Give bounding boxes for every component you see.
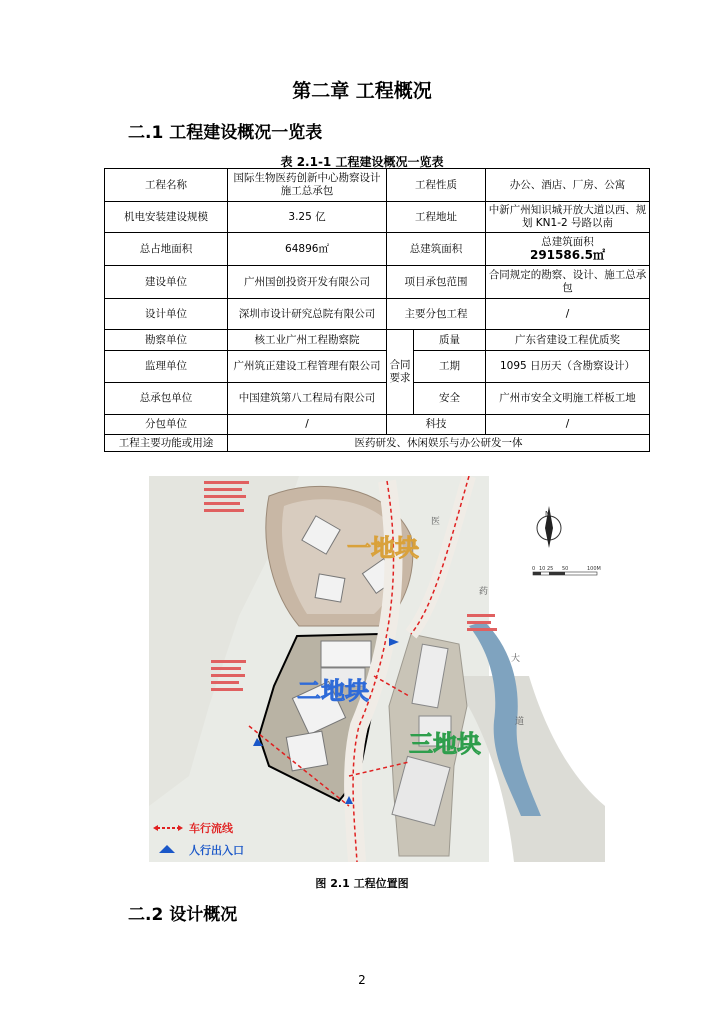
table-cell-value: / xyxy=(228,415,387,435)
table-cell-value: / xyxy=(486,415,650,435)
legend-pedestrian-entrance: 人行出入口 xyxy=(189,844,244,857)
table-cell-label: 工程地址 xyxy=(387,202,486,233)
table-cell-value: 中国建筑第八工程局有限公司 xyxy=(228,383,387,415)
table-row xyxy=(105,299,650,330)
total-floor-area-value: 291586.5㎡ xyxy=(529,248,605,262)
road-label-char: 大 xyxy=(511,654,521,664)
table-cell-value: / xyxy=(486,299,650,330)
table-row xyxy=(105,266,650,299)
table-cell-value: 深圳市设计研究总院有限公司 xyxy=(228,299,387,330)
table-cell-value: 64896㎡ xyxy=(228,233,387,266)
table-cell-label: 工期 xyxy=(414,351,486,383)
table-cell-label: 质量 xyxy=(414,330,486,351)
table-row xyxy=(105,415,650,435)
scale-label: 10 xyxy=(539,566,546,572)
chapter-title: 第二章 工程概况 xyxy=(292,80,432,102)
table-cell-label: 总建筑面积 xyxy=(387,233,486,266)
table-row xyxy=(105,330,650,351)
project-location-map xyxy=(149,476,605,862)
table-cell-label: 项目承包范围 xyxy=(387,266,486,299)
figure-caption: 图 2.1 工程位置图 xyxy=(315,877,409,890)
legend-vehicle-route: 车行流线 xyxy=(189,822,233,835)
table-cell-label: 机电安装建设规模 xyxy=(105,202,228,233)
road-label-char: 药 xyxy=(479,587,489,597)
table-cell-label: 主要分包工程 xyxy=(387,299,486,330)
total-floor-area-label: 总建筑面积 xyxy=(541,236,594,248)
table-cell-label: 总占地面积 xyxy=(105,233,228,266)
table-cell-label: 工程主要功能或用途 xyxy=(105,435,228,452)
project-overview-table xyxy=(104,168,650,452)
table-caption: 表 2.1-1 工程建设概况一览表 xyxy=(280,155,444,169)
table-cell-value xyxy=(486,233,650,266)
block-1-label: 一地块 xyxy=(347,534,419,562)
block-3-label: 三地块 xyxy=(409,730,481,758)
scale-label: 0 xyxy=(532,566,536,572)
table-cell-value: 医药研发、休闲娱乐与办公研发一体 xyxy=(228,435,650,452)
road-label-char: 道 xyxy=(515,717,525,727)
scale-label: 50 xyxy=(562,566,569,572)
table-cell-label: 工程性质 xyxy=(387,169,486,202)
table-cell-value: 办公、酒店、厂房、公寓 xyxy=(486,169,650,202)
table-cell-label: 安全 xyxy=(414,383,486,415)
table-cell-value: 广州市安全文明施工样板工地 xyxy=(486,383,650,415)
table-cell-value: 中新广州知识城开放大道以西、规划 KN1-2 号路以南 xyxy=(486,202,650,233)
scale-label: 100M xyxy=(587,566,601,572)
table-cell-value: 国际生物医药创新中心勘察设计施工总承包 xyxy=(228,169,387,202)
table-row xyxy=(105,383,650,415)
scale-bar xyxy=(533,572,597,575)
table-cell-value: 3.25 亿 xyxy=(228,202,387,233)
table-cell-label: 分包单位 xyxy=(105,415,228,435)
block-2-label: 二地块 xyxy=(297,677,369,705)
table-cell-value: 广东省建设工程优质奖 xyxy=(486,330,650,351)
table-cell-value: 1095 日历天（含勘察设计） xyxy=(486,351,650,383)
page-number: 2 xyxy=(358,973,366,987)
section-heading-design-overview: 二.2 设计概况 xyxy=(128,905,238,925)
table-cell-label: 勘察单位 xyxy=(105,330,228,351)
north-label: N xyxy=(545,510,551,518)
table-row xyxy=(105,202,650,233)
table-cell-value: 合同规定的勘察、设计、施工总承包 xyxy=(486,266,650,299)
table-row xyxy=(105,351,650,383)
table-cell-label: 总承包单位 xyxy=(105,383,228,415)
table-cell-label: 工程名称 xyxy=(105,169,228,202)
table-cell-label: 科技 xyxy=(387,415,486,435)
table-cell-value: 广州国创投资开发有限公司 xyxy=(228,266,387,299)
table-cell-label: 监理单位 xyxy=(105,351,228,383)
table-cell-value: 核工业广州工程勘察院 xyxy=(228,330,387,351)
section-heading-overview-table: 二.1 工程建设概况一览表 xyxy=(128,123,323,143)
table-cell-label: 建设单位 xyxy=(105,266,228,299)
table-row xyxy=(105,233,650,266)
table-cell-value: 广州筑正建设工程管理有限公司 xyxy=(228,351,387,383)
table-row xyxy=(105,435,650,452)
contract-requirements-cell: 合同要求 xyxy=(387,330,414,415)
table-cell-label: 设计单位 xyxy=(105,299,228,330)
road-label-char: 医 xyxy=(431,517,441,527)
scale-label: 25 xyxy=(547,566,554,572)
table-row xyxy=(105,169,650,202)
